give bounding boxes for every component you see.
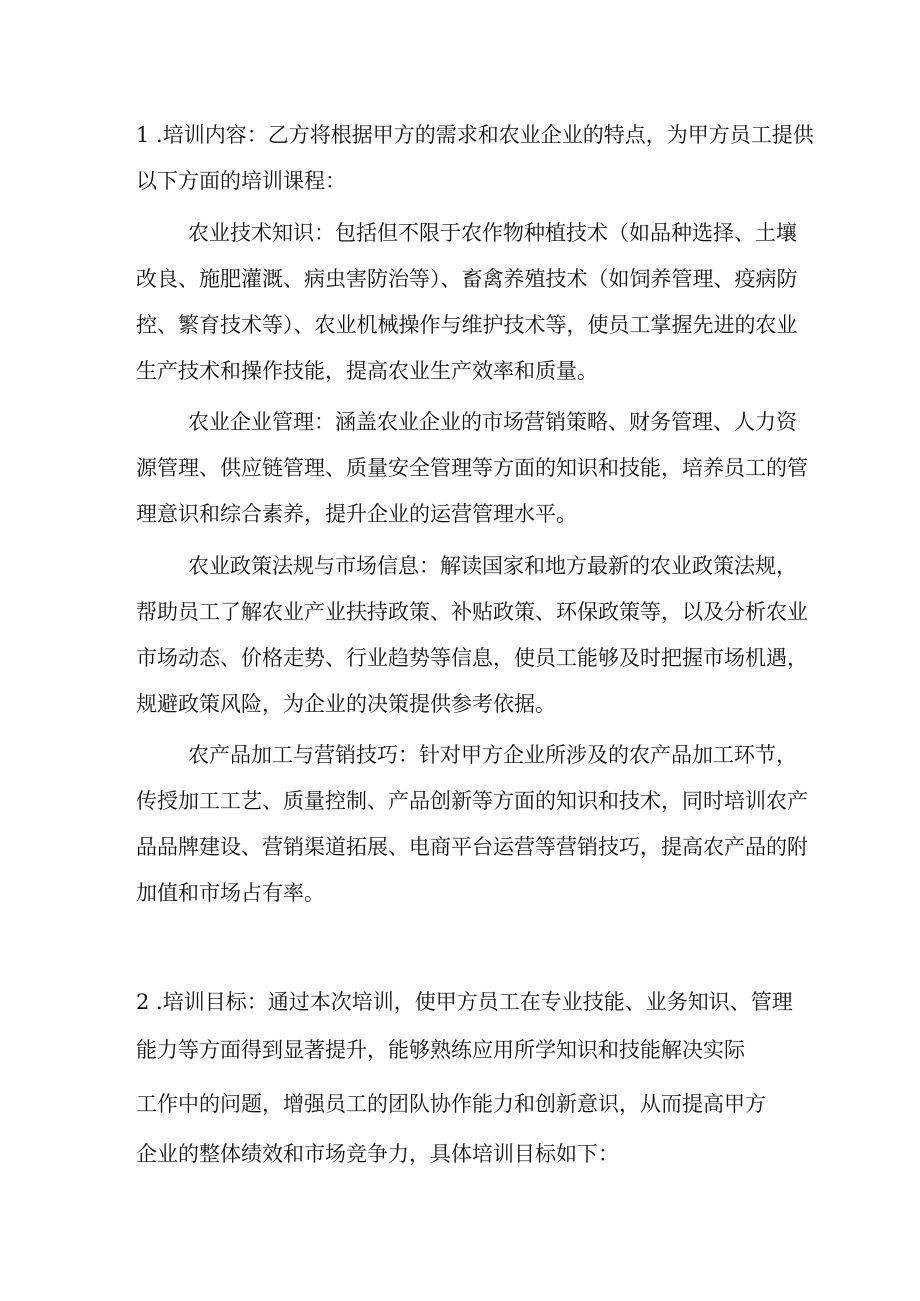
tech-knowledge-line-3: 控、繁育技术等）、农业机械操作与维护技术等，使员工掌握先进的农业 — [136, 313, 798, 337]
policy-line-4: 规避政策风险，为企业的决策提供参考依据。 — [136, 692, 556, 716]
processing-line-2: 传授加工工艺、质量控制、产品创新等方面的知识和技术，同时培训农产 — [136, 789, 808, 813]
management-line-1: 农业企业管理：涵盖农业企业的市场营销策略、财务管理、人力资 — [188, 410, 797, 434]
section-2-line-1: 2 .培训目标：通过本次培训，使甲方员工在专业技能、业务知识、管理 — [136, 990, 793, 1014]
policy-line-3: 市场动态、价格走势、行业趋势等信息，使员工能够及时把握市场机遇， — [136, 646, 808, 670]
policy-line-2: 帮助员工了解农业产业扶持政策、补贴政策、环保政策等，以及分析农业 — [136, 600, 808, 624]
tech-knowledge-line-2: 改良、施肥灌溉、病虫害防治等）、畜禽养殖技术（如饲养管理、疫病防 — [136, 267, 798, 291]
section-2-line-2: 能力等方面得到显著提升，能够熟练应用所学知识和技能解决实际 — [136, 1038, 745, 1062]
section-1-line-2: 以下方面的培训课程： — [136, 169, 346, 193]
tech-knowledge-line-1: 农业技术知识：包括但不限于农作物种植技术（如品种选择、土壤 — [188, 221, 797, 245]
processing-line-4: 加值和市场占有率。 — [136, 881, 325, 905]
section-2-line-4: 企业的整体绩效和市场竞争力，具体培训目标如下： — [136, 1142, 619, 1166]
section-1-line-1: 1 .培训内容：乙方将根据甲方的需求和农业企业的特点，为甲方员工提供 — [136, 123, 814, 147]
management-line-3: 理意识和综合素养，提升企业的运营管理水平。 — [136, 502, 577, 526]
management-line-2: 源管理、供应链管理、质量安全管理等方面的知识和技能，培养员工的管 — [136, 456, 808, 480]
section-2-line-3: 工作中的问题，增强员工的团队协作能力和创新意识，从而提高甲方 — [136, 1092, 766, 1116]
processing-line-3: 品品牌建设、营销渠道拓展、电商平台运营等营销技巧，提高农产品的附 — [136, 835, 808, 859]
policy-line-1: 农业政策法规与市场信息：解读国家和地方最新的农业政策法规， — [188, 554, 797, 578]
tech-knowledge-line-4: 生产技术和操作技能，提高农业生产效率和质量。 — [136, 359, 598, 383]
processing-line-1: 农产品加工与营销技巧：针对甲方企业所涉及的农产品加工环节， — [188, 743, 797, 767]
